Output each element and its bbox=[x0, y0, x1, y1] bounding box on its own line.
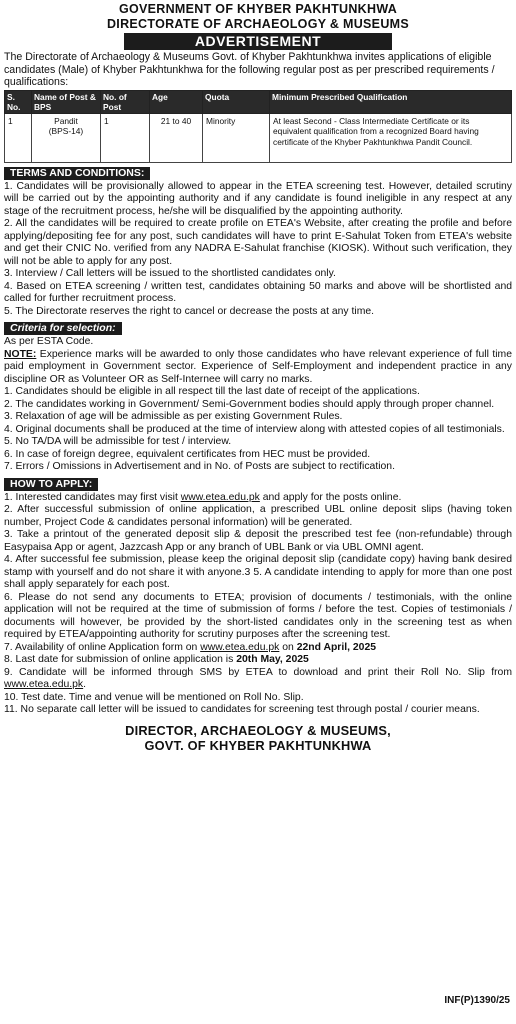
list-item: 5. The Directorate reserves the right to cancel or decrease the posts at any time. bbox=[4, 305, 375, 317]
cell-sno: 1 bbox=[5, 113, 32, 162]
footer-line2: GOVT. OF KHYBER PAKHTUNKHWA bbox=[144, 737, 372, 753]
list-item: 5. No TA/DA will be admissible for test / interview. bbox=[4, 436, 232, 448]
list-item: 11. No separate call letter will be issued to candidates for screening test through postal / courier means. bbox=[4, 704, 480, 716]
last-date: 20th May, 2025 bbox=[236, 654, 309, 666]
item-text: 7. Availability of online Application form on bbox=[4, 641, 201, 653]
terms-list bbox=[4, 181, 512, 319]
col-sno: S. No. bbox=[5, 90, 32, 113]
intro-paragraph: The Directorate of Archaeology & Museums Govt. of Khyber Pakhtunkhwa invites applications of eligible candidates (Male) of Khyber Pakhtunkhwa for the following regular post as per prescribed requirements / qualifications: bbox=[4, 51, 495, 89]
col-qualification: Minimum Prescribed Qualification bbox=[270, 90, 512, 113]
table-row bbox=[5, 113, 512, 162]
col-post: Name of Post & BPS bbox=[32, 90, 101, 113]
list-item bbox=[4, 492, 512, 505]
list-item: 6. Please do not send any documents to ETEA; provision of documents / testimonials, with the online application will not be required at the time of submission of forms / before the test. Copies of testimonials / documents will however, be provided by the short-listed candidates only in the screening test as when required by ETEA/appointing authority for scrutiny purposes after the screening test. bbox=[4, 591, 512, 641]
list-item: 2. The candidates working in Government/ Semi-Government bodies should apply through proper channel. bbox=[4, 398, 495, 410]
cell-post bbox=[32, 113, 101, 162]
footer-signatory bbox=[4, 723, 512, 753]
cell-post-name: Pandit bbox=[54, 115, 78, 126]
reference-number: INF(P)1390/25 bbox=[444, 995, 510, 1006]
cell-count: 1 bbox=[101, 113, 150, 162]
availability-date: 22nd April, 2025 bbox=[296, 641, 376, 653]
etea-link[interactable]: www.etea.edu.pk bbox=[180, 491, 260, 503]
note-label: NOTE: bbox=[4, 348, 37, 360]
list-item bbox=[4, 642, 512, 655]
posts-table bbox=[4, 90, 512, 163]
criteria-list bbox=[4, 386, 512, 474]
list-item: 6. In case of foreign degree, equivalent certificates from HEC must be provided. bbox=[4, 448, 371, 460]
list-item: 2. After successful submission of online application, a prescribed UBL online deposit slips (having token number, Project Code & candidates personal information) will be generated. bbox=[4, 504, 512, 528]
cell-post-bps: (BPS-14) bbox=[48, 126, 84, 137]
item-text: and apply for the posts online. bbox=[259, 491, 402, 503]
header-government: GOVERNMENT OF KHYBER PAKHTUNKHWA bbox=[118, 2, 398, 16]
note-text: Experience marks will be awarded to only those candidates who have relevant experience of full time paid employment in Government sector. Experience of Self-Employment and independent practice in any discipline OR as Volunteer OR as Self-Internee will carry no marks. bbox=[4, 348, 512, 385]
item-text: 8. Last date for submission of online application is bbox=[4, 654, 237, 666]
item-text: . bbox=[83, 679, 87, 691]
footer-line1: DIRECTOR, ARCHAEOLOGY & MUSEUMS, bbox=[125, 722, 391, 738]
col-count: No. of Post bbox=[101, 90, 150, 113]
list-item: 10. Test date. Time and venue will be mentioned on Roll No. Slip. bbox=[4, 691, 304, 703]
list-item bbox=[4, 654, 512, 667]
cell-qualification: At least Second - Class Intermediate Certificate or its equivalent qualification from a recognized Board having certificate of the Khyber Pakhtunkhwa Pandit Council. bbox=[270, 113, 512, 162]
item-text: on bbox=[279, 641, 297, 653]
etea-link[interactable]: www.etea.edu.pk bbox=[200, 641, 280, 653]
header-directorate: DIRECTORATE OF ARCHAEOLOGY & MUSEUMS bbox=[106, 17, 410, 31]
list-item: 3. Take a printout of the generated deposit slip & deposit the prescribed test fee (non-refundable) through Easypaisa App or agent, Jazzcash App or any branch of UBL Bank or via UBL OMNI agent. bbox=[4, 529, 512, 553]
item-text: 9. Candidate will be informed through SMS by ETEA to download and print their Roll No. Slip from bbox=[4, 666, 512, 678]
list-item: 3. Relaxation of age will be admissible as per existing Government Rules. bbox=[4, 411, 343, 423]
cell-age: 21 to 40 bbox=[150, 113, 203, 162]
list-item: 2. All the candidates will be required to create profile on ETEA's Website, after creating the profile and before applying/depositing fee for any post, such candidates will have to print E-Sahulat Token from ETEA's website and get their CNIC No. verified from any NADRA E-Sahulat franchise (KIOSK). Without such verification, they will not be able to apply for any post. bbox=[4, 218, 512, 267]
list-item: 3. Interview / Call letters will be issued to the shortlisted candidates only. bbox=[4, 268, 336, 280]
item-text: 1. Interested candidates may first visit bbox=[4, 491, 181, 503]
criteria-heading: Criteria for selection: bbox=[4, 322, 122, 335]
col-quota: Quota bbox=[203, 90, 270, 113]
how-to-apply-list bbox=[4, 492, 512, 717]
list-item: 4. Based on ETEA screening / written test, candidates obtaining 50 marks and above will be shortlisted and called for further recruitment process. bbox=[4, 280, 512, 305]
criteria-note bbox=[4, 349, 512, 387]
terms-heading: TERMS AND CONDITIONS: bbox=[4, 167, 150, 180]
criteria-as-per: As per ESTA Code. bbox=[4, 336, 94, 348]
how-to-apply-heading: HOW TO APPLY: bbox=[4, 478, 98, 491]
list-item: 4. Original documents shall be produced at the time of interview along with attested copies of all testimonials. bbox=[4, 423, 505, 435]
col-age: Age bbox=[150, 90, 203, 113]
advertisement-banner: ADVERTISEMENT bbox=[124, 33, 392, 50]
list-item: 1. Candidates will be provisionally allowed to appear in the ETEA screening test. However, detailed scrutiny will be carried out by the appointing authority and if any candidate is found ineligible in any respect at any stage of the recruitment process, he/she will be disqualified by the appointing authority. bbox=[4, 180, 512, 217]
list-item: 7. Errors / Omissions in Advertisement and in No. of Posts are subject to rectification. bbox=[4, 461, 395, 473]
list-item: 4. After successful fee submission, please keep the original deposit slip (candidate copy) having bank desired stamp with yourself and do not share it with anyone.3 5. A candidate intending to apply for more than one post shall apply separately for each post. bbox=[4, 554, 512, 591]
list-item: 1. Candidates should be eligible in all respect till the last date of receipt of the applications. bbox=[4, 386, 420, 398]
etea-link[interactable]: www.etea.edu.pk bbox=[4, 679, 84, 691]
cell-quota: Minority bbox=[203, 113, 270, 162]
posts-table-header bbox=[5, 90, 512, 113]
list-item bbox=[4, 667, 512, 692]
